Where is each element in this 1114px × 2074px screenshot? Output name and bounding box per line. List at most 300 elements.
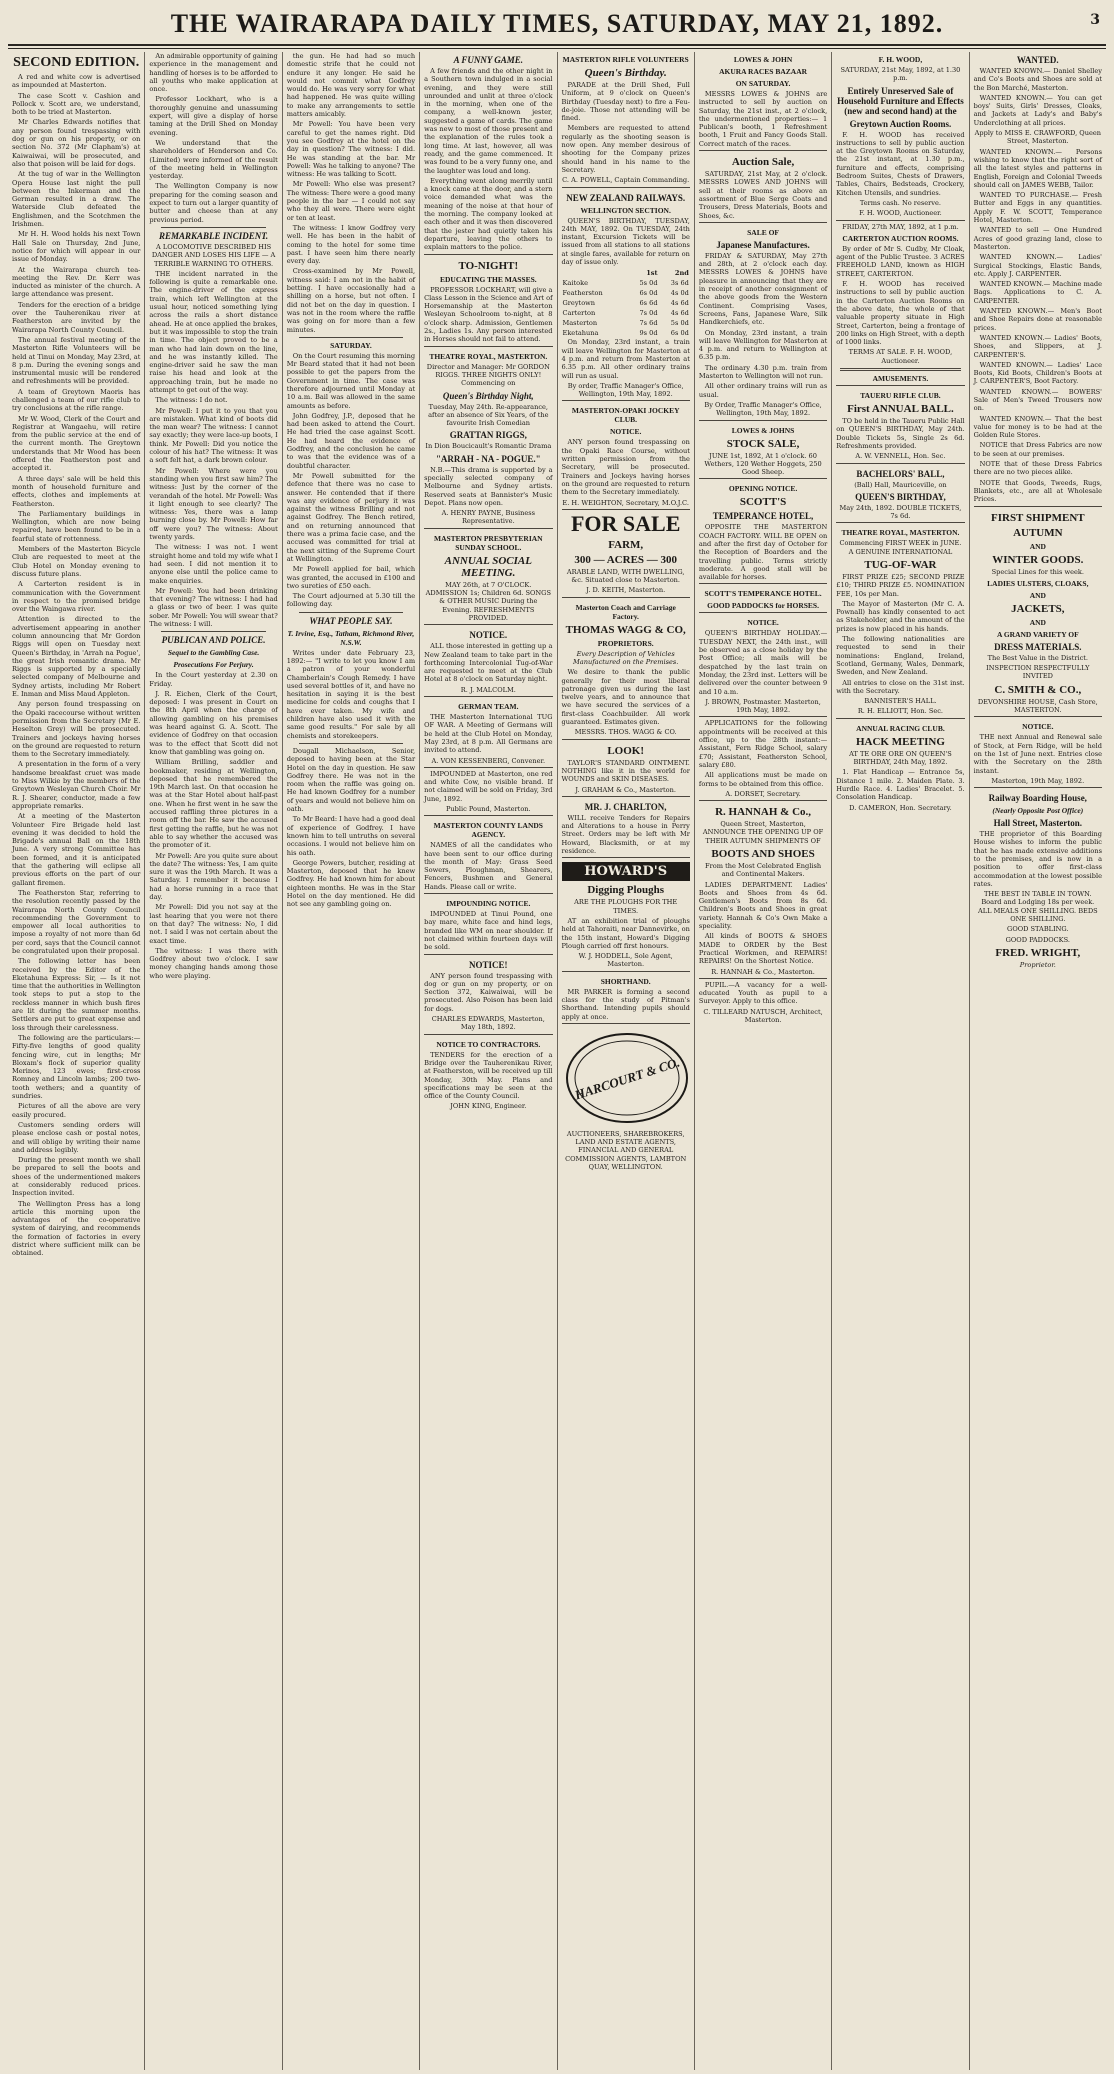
harcourt-seal-icon bbox=[562, 1030, 692, 1126]
ad-text: FRIDAY & SATURDAY, May 27th and 28th, at 2 o'clock each day. MESSRS LOWES & JOHNS have pleasure in announcing that they are in receipt of another consignment of the above goods from the Western Continent. Comprising Vases, Screens, Fans, Japanese Ware, Silk Handkerchiefs, etc. bbox=[698, 251, 828, 327]
ad-heading: Japanese Manufactures. bbox=[716, 239, 810, 250]
ad-text: NAMES of all the candidates who have been sent to our office during the month of May: Grass Seed Sowers, Ploughman, Shearers, Fencers, Bushmen and General Hands. Please call or write. bbox=[424, 841, 553, 891]
ad-text: On Monday, 23rd instant, a train will leave Wellington for Masterton at 4 p.m. and return from Masterton at 6.35 p.m. All other ordinary trains will run as usual. bbox=[561, 338, 690, 380]
news-item: Professor Lockhart, who is a thoroughly genuine and unassuming expert, will give a display of horse taming at the Drill Shed on Monday evening. bbox=[149, 95, 278, 137]
news-item: The following letter has been received by the Editor of the Eketahuna Express: Sir, — Is it not time that the authorities in Wellington took steps to put a stop to the reckless manner in which bush fires are lit during the summer months. Settlers are put to great expense and loss through their carelessness. bbox=[12, 957, 141, 1032]
news-item: Mr H. H. Wood holds his next Town Hall Sale on Thursday, 2nd June, notice for which will appear in our issue of Monday. bbox=[12, 230, 141, 264]
ad-text: AUCTIONEERS, SHAREBROKERS, LAND AND ESTATE AGENTS, FINANCIAL AND GENERAL COMMISSION AGENTS, LAMBTON QUAY, WELLINGTON. bbox=[565, 1129, 687, 1172]
ad-heading: FARM, bbox=[608, 538, 644, 551]
advertisement bbox=[424, 954, 552, 1032]
article-text: In the Court yesterday at 2.30 on Friday. bbox=[149, 671, 278, 688]
fares-row bbox=[562, 318, 690, 328]
ad-text: WANTED KNOWN.— Men's Boot and Shoe Repairs done at reasonable prices. bbox=[973, 307, 1102, 332]
ad-heading: GERMAN TEAM. bbox=[458, 702, 519, 712]
article-text: the gun. He had had so much domestic strife that he could not endure it any longer. He said he would not commit what Godfrey would do. He was very sorry for what had happened. He was quite willing to make any arrangements to settle matters amicably. bbox=[286, 52, 416, 119]
fares-row bbox=[562, 298, 690, 308]
ad-heading: MASTERTON RIFLE VOLUNTEERS bbox=[562, 55, 689, 64]
news-item: Mr W. Wood, Clerk of the Court and Registrar at Wangaehu, will retire from the public service at the end of the current month. The Greytown understands that Mr Wood has been offered the Featherston post and accepted it. bbox=[12, 414, 141, 473]
advertisement bbox=[562, 971, 690, 1021]
divider bbox=[299, 743, 403, 744]
ad-heading: NEW ZEALAND RAILWAYS. bbox=[566, 192, 686, 203]
ad-text: Apply to MISS E. CRAWFORD, Queen Street, Masterton. bbox=[974, 129, 1102, 146]
ad-heading: MR. J. CHARLTON, bbox=[584, 801, 667, 812]
ad-heading: LOWES & JOHNS bbox=[731, 425, 795, 435]
ad-heading: TUG-OF-WAR bbox=[864, 558, 937, 571]
news-item: Customers sending orders will please enclose cash or postal notes, and will oblige by writing their name and address legibly. bbox=[12, 1120, 141, 1154]
advertisement bbox=[699, 716, 827, 798]
fares-price: 7s 0d bbox=[639, 309, 658, 318]
fares-price: 4s 6d bbox=[670, 309, 689, 318]
ad-heading: LADIES ULSTERS, CLOAKS, bbox=[987, 578, 1089, 588]
ad-text: INSPECTION RESPECTFULLY INVITED bbox=[986, 664, 1090, 681]
fares-price: 1st bbox=[646, 269, 658, 278]
ad-heading: A GRAND VARIETY OF bbox=[996, 629, 1079, 639]
advertisement bbox=[699, 150, 827, 220]
advertisement bbox=[424, 893, 552, 951]
ad-text: MR PARKER is forming a second class for the study of Pitman's Shorthand. Intending pupils should apply at once. bbox=[561, 987, 690, 1021]
news-item: A red and white cow is advertised as impounded at Masterton. bbox=[12, 73, 141, 90]
advertisement bbox=[836, 522, 964, 715]
ad-heading: HACK MEETING bbox=[855, 735, 945, 748]
ad-text: TENDERS for the erection of a Bridge over the Tauherenikau River, at Featherston, will be received up till Monday, 30th May. Plans and specifications may be seen at the office of the County Council. bbox=[424, 1050, 553, 1101]
section-heading: SATURDAY. bbox=[330, 340, 372, 350]
advertisement bbox=[562, 796, 690, 855]
ad-text: J. GRAHAM & Co., Masterton. bbox=[575, 785, 676, 794]
ad-text: All kinds of BOOTS & SHOES MADE to ORDER by the Best Practical Workmen, and REPAIRS! REPAIRS! On the Shortest Notice. bbox=[698, 932, 828, 966]
masthead-rule bbox=[8, 44, 1106, 46]
column-4 bbox=[419, 52, 556, 2070]
ad-heading: SHORTHAND. bbox=[600, 976, 651, 986]
advertisement bbox=[424, 815, 552, 891]
masthead-title: THE WAIRARAPA DAILY TIMES, SATURDAY, MAY 21, 1892. bbox=[170, 9, 944, 38]
ad-text: Commencing FIRST WEEK in JUNE. A GENUINE INTERNATIONAL bbox=[839, 539, 962, 556]
ad-subheading: PROPRIETORS. bbox=[597, 638, 654, 648]
ad-text: WANTED KNOWN.— Ladies' Lace Boots, Kid Boots, Children's Boots at J. CARPENTER'S, Boot Factory. bbox=[973, 360, 1102, 386]
ad-heading: WINTER GOODS. bbox=[992, 553, 1084, 566]
ad-text: J. D. KEITH, Masterton. bbox=[586, 586, 666, 595]
ad-text: WANTED KNOWN.— BOWERS' Sale of Men's Tweed Trousers now on. bbox=[973, 387, 1102, 413]
advertisement bbox=[424, 528, 552, 622]
article-text: The witness: I was not. I went straight home and told my wife what I had seen. I did not mention it to anyone else until the police came to make enquiries. bbox=[149, 543, 278, 585]
ad-text: PARADE at the Drill Shed, Full Uniform, at 9 o'clock on Queen's Birthday (Tuesday next) to fire a Feu-de-joie. Those not attending will be fined. bbox=[561, 81, 690, 123]
advertisement bbox=[562, 1023, 690, 1171]
divider bbox=[299, 337, 403, 338]
article-text: On the Court resuming this morning Mr Beard stated that it had not been possible to get the papers from the Government in time. The case was therefore adjourned until Monday at 10 a.m. Bail was allowed in the same amounts as before. bbox=[286, 351, 416, 410]
article-text: The Court adjourned at 5.30 till the following day. bbox=[286, 592, 416, 609]
news-item: Attention is directed to the advertisement appearing in another column announcing that Mr Gordon Riggs will open on Tuesday next Queen's Birthday, in 'Arrah na Pogue', the great Irish romantic drama. Mr Riggs is supported by a specially selected company of Melbourne and Sydney artists, including Mr Robert E. Inman and Miss Maud Appleton. bbox=[12, 615, 141, 699]
article-text: THE incident narrated in the following is quite a remarkable one. The engine-driver of the express train, which left Wellington at the usual hour, noticed something lying across the rails a short distance ahead. He at once applied the brakes, but it was impossible to stop the train in time. The object proved to be a man who had lain down on the line, and he was instantly killed. The engine-driver said he saw the man raise his head and look at the approaching train, but he made no attempt to get out of the way. bbox=[149, 269, 278, 394]
ad-text: ARE THE PLOUGHS FOR THE TIMES. bbox=[574, 898, 678, 915]
advertisement bbox=[699, 478, 827, 581]
ad-text: APPLICATIONS for the following appointments will be received at this office, up to the 28th instant:— Assistant, Fern Ridge School, salary £70; Assistant, Featherston School, salary £80. bbox=[698, 719, 828, 769]
ad-text: The following nationalities are requested to send in their nominations: England, Ireland, Scotland, Germany, Wales, Denmark, Sweden, and New Zealand. bbox=[836, 635, 965, 677]
ad-text: SATURDAY, 21st May, at 2 o'clock. MESSRS LOWES AND JOHNS will sell at their rooms as above an assortment of Blue Serge Coats and Trousers, Dress Materials, Boots and Shoes, &c. bbox=[698, 170, 828, 220]
advertisement bbox=[562, 597, 690, 737]
ad-heading: NOTICE. bbox=[1022, 722, 1054, 732]
ad-text: Terms cash. No reserve. bbox=[859, 198, 942, 207]
article-text: Cross-examined by Mr Powell, witness said: I am not in the habit of betting. I have occasionally had a shilling on a horse, but not often. I did not bet on the day in question. I was not in the room where the raffle was going on for more than a few minutes. bbox=[286, 267, 416, 334]
ad-text: WANTED TO PURCHASE.— Fresh Butter and Eggs in any quantities. Apply F. W. SCOTT, Temperance Hotel, Masterton. bbox=[973, 191, 1102, 225]
fares-station: Greytown bbox=[562, 299, 596, 308]
ad-heading: LOWES & JOHN bbox=[733, 55, 793, 64]
ad-text: FIRST PRIZE £25; SECOND PRIZE £10; THIRD PRIZE £5. NOMINATION FEE, 10s per Man. bbox=[836, 572, 965, 598]
fares-table bbox=[562, 268, 690, 338]
news-item: At a meeting of the Masterton Volunteer Fire Brigade held last evening it was decided to hold the Brigade's annual Ball on the 18th June. A very strong Committee has been formed, and it is anticipated that the gathering will eclipse all previous efforts on the part of our gallant firemen. bbox=[12, 812, 141, 887]
ad-heading: First ANNUAL BALL. bbox=[847, 403, 954, 416]
article-text: The witness: I know Godfrey very well. He has been in the habit of coming to the hotel for some time past. I have seen him there nearly every day. bbox=[286, 223, 416, 266]
ad-text: TERMS AT SALE. F. H. WOOD, Auctioneer. bbox=[848, 348, 953, 365]
ad-text: GOOD PADDOCKS. bbox=[1005, 935, 1070, 944]
ad-text: NOTICE that Dress Fabrics are now to be seen at our premises. bbox=[973, 441, 1102, 458]
article-heading: WHAT PEOPLE SAY. bbox=[309, 615, 393, 626]
article-text: Dougall Michaelson, Senior, deposed to having been at the Star Hotel on the day in question. He saw Godfrey there. He was not in the room when the raffle was going on. He had known Godfrey for a number of years and would not believe him on oath. bbox=[286, 746, 416, 814]
ad-text: MESSRS LOWES & JOHNS are instructed to sell by auction on Saturday, the 21st inst., at 2 o'clock, the undermentioned properties:— 1 Publican's booth, 1 Refreshment booth, 1 Fruit and Fancy Goods Stall. Correct match of the races. bbox=[698, 90, 828, 148]
news-item: The Wellington Company is now preparing for the coming season and expect to turn out a larger quantity of butter and cheese than at any previous period. bbox=[149, 182, 278, 224]
fares-price: 4s 0d bbox=[670, 289, 689, 298]
ad-heading: QUEEN'S BIRTHDAY, bbox=[855, 491, 946, 502]
article-text: Mr Powell: You had been drinking that evening? The witness: I had had a glass or two of beer. I was quite sober. Mr Powell: You will swear that? The witness: I will. bbox=[149, 586, 278, 628]
article-heading: PUBLICAN AND POLICE. bbox=[161, 635, 266, 646]
ad-text: J. BROWN, Postmaster. Masterton, 19th May, 1892. bbox=[705, 697, 821, 715]
ad-text: TAYLOR'S STANDARD OINTMENT. NOTHING like it in the world for WOUNDS and SKIN DISEASES. bbox=[561, 758, 690, 784]
divider bbox=[161, 631, 265, 632]
article-subheading: T. Irvine, Esq., Tatham, Richmond River, N.S.W. bbox=[287, 628, 415, 647]
ad-text: A. VON KESSENBERG, Convener. bbox=[431, 756, 546, 765]
advertisement bbox=[836, 385, 964, 460]
news-item: The Featherston Star, referring to the resolution recently passed by the Wairarapa North County Council recommending the Government to empower all local authorities to impose a royalty of not more than 6d per cord, says that the Council cannot be congratulated upon their proposal. bbox=[12, 888, 141, 955]
advertisement bbox=[424, 254, 552, 344]
ad-text: In Dion Boucicault's Romantic Drama bbox=[425, 442, 552, 451]
fares-station: Eketahuna bbox=[562, 329, 599, 338]
fares-station: Carterton bbox=[562, 309, 596, 318]
ad-text: E. H. WEIGHTON, Secretary, M.O.J.C. bbox=[562, 498, 689, 507]
ad-heading: NOTICE. bbox=[469, 630, 508, 641]
news-item: The Wellington Press has a long article this morning upon the advantages of the co-operative system of dairying, and recommends the formation of factories in every district where sufficient milk can be obtained. bbox=[12, 1199, 141, 1258]
ad-text: ANY person found trespassing on the Opaki Race Course, without written permission from the Secretary, will be prosecuted. Trainers and Jockeys having horses on the ground are requested to return them to the Secretary immediately. bbox=[561, 438, 690, 497]
news-item: Any person found trespassing on the Opaki racecourse without written permission from the Secretary (Mr E. Heselton Grey) will be prosecuted. Trainers and jockeys having horses on the ground are requested to return them to the Secretary immediately. bbox=[12, 700, 141, 759]
fares-station: Featherston bbox=[562, 289, 603, 298]
ad-text: (Ball) Hall, Mauriceville, on bbox=[854, 480, 947, 489]
ad-text: All other ordinary trains will run as usual. bbox=[698, 382, 828, 399]
ad-text: On Monday, 23rd instant, a train will leave Wellington for Masterton at 4 p.m. and return to Wellington at 6.35 p.m. bbox=[698, 328, 828, 362]
ad-text: IMPOUNDED at Masterton, one red and white Cow, no visible brand. If not claimed will be sold on Friday, 3rd June, 1892. bbox=[424, 769, 553, 803]
article-subheading: Sequel to the Gambling Case. bbox=[167, 648, 260, 658]
fares-price: 5s 0d bbox=[639, 279, 658, 288]
article-text: A few friends and the other night in a Southern town indulged in a social evening, and they were still unrounded and unlit at three o'clock in the morning, when one of the company, a well-known jester, suggested a game of cards. The game was new to most of those present and the explanation of the rules took a long time. At last, however, all was ready, and the game commenced. It was found to be a very funny one, and the laughter was loud and long. bbox=[424, 67, 553, 175]
ad-text: Director and Manager: Mr GORDON RIGGS. THREE NIGHTS ONLY! Commencing on bbox=[426, 362, 550, 388]
ad-subheading: EDUCATING THE MASSES. bbox=[440, 274, 537, 284]
columns bbox=[8, 52, 1106, 2070]
ad-text: By order of Mr S. Cudby, Mr Cloak, agent of the Public Trustee. 3 ACRES FREEHOLD LAND, known as HIGH STREET, CARTERTON. bbox=[836, 244, 965, 278]
divider bbox=[299, 612, 403, 613]
ad-text: From the Most Celebrated English and Continental Makers. bbox=[705, 862, 822, 879]
article-subheading: Prosecutions For Perjury. bbox=[173, 660, 254, 670]
article-text: To Mr Beard: I have had a good deal of experience of Godfrey. I have known him to tell untruths on several occasions. I would not believe him on his oath. bbox=[286, 815, 416, 857]
ad-heading: TAUERU RIFLE CLUB. bbox=[860, 391, 941, 401]
advertisement bbox=[836, 718, 964, 812]
ad-text: NOTE that Goods, Tweeds, Rugs, Blankets, etc., are all at Wholesale Prices. bbox=[973, 478, 1102, 504]
ad-text: MESSRS. THOS. WAGG & CO. bbox=[574, 728, 677, 737]
advertisement bbox=[974, 787, 1102, 969]
news-item: A three days' sale will be held this month of household furniture and effects, clothes and implements at Featherston. bbox=[12, 474, 141, 508]
ad-heading: JACKETS, bbox=[1011, 602, 1065, 615]
advertisement bbox=[562, 509, 690, 595]
ad-text: By Order, Traffic Manager's Office, Wellington, 19th May, 1892. bbox=[704, 400, 822, 418]
news-item: An admirable opportunity of gaining experience in the management and handling of horses is to be afforded to all youths who make application at once. bbox=[149, 52, 278, 94]
ad-heading: BOOTS AND SHOES bbox=[711, 848, 815, 860]
ad-text: QUEEN'S BIRTHDAY HOLIDAY.— TUESDAY NEXT, the 24th inst., will be observed as a close holiday by the Post Office; all mails will be despatched by the last train on Monday, the 23rd inst. Letters will be delivered over the counter between 9 and 10 a.m. bbox=[698, 629, 828, 696]
double-divider bbox=[840, 368, 960, 371]
ad-text: WILL receive Tenders for Repairs and Alterations to a house in Perry Street. Orders may be left with Mr Howard, Blacksmith, or at my residence. bbox=[561, 813, 690, 856]
fares-price: 2nd bbox=[674, 269, 689, 278]
ad-text: C. A. POWELL, Captain Commanding. bbox=[562, 176, 690, 185]
news-item: The Parliamentary buildings in Wellington, which are now being repaired, have been found to be in a fearful state of rottenness. bbox=[12, 509, 141, 543]
advertisement bbox=[836, 220, 964, 365]
fares-price: 5s 0d bbox=[670, 319, 689, 328]
ad-text: CHARLES EDWARDS, Masterton, May 18th, 1892. bbox=[431, 1015, 545, 1032]
column-2 bbox=[144, 52, 281, 2070]
ad-heading: GRATTAN RIGGS, bbox=[449, 430, 527, 441]
ad-text: TO be held in the Taueru Public Hall on QUEEN'S BIRTHDAY, May 24th. Double Tickets 5s, Single 2s 6d. Refreshments provided. bbox=[836, 417, 965, 450]
news-item: During the present month we shall be prepared to sell the boots and shoes of the undermentioned makers at considerably reduced prices. Inspection invited. bbox=[12, 1156, 141, 1198]
news-item: A presentation in the form of a very handsome breakfast cruet was made to Miss Wilkie by the members of the Greytown Wesleyan Church Choir. Mr R. J. Shearer, conductor, made a few appropriate remarks. bbox=[12, 760, 141, 810]
section-heading: AMUSEMENTS. bbox=[872, 374, 929, 384]
column-7 bbox=[831, 52, 968, 2070]
page-number: 3 bbox=[1090, 12, 1100, 28]
ad-heading: Auction Sale, bbox=[731, 156, 795, 169]
ad-text: PROFESSOR LOCKHART, will give a Class Lesson in the Science and Art of Horsemanship at the Masterton Wesleyan Schoolroom to-night, at 8 o'clock sharp. Admission, Gentlemen 2s., Ladies 1s. Any person interested in Horses should not fail to attend. bbox=[424, 285, 553, 344]
ad-text: WANTED KNOWN.— Machine made Bags. Applications to C. A. CARPENTER. bbox=[973, 280, 1102, 305]
article-text: The witness: I do not. bbox=[155, 396, 228, 405]
ad-text: N.B.—This drama is supported by a specially selected company of Melbourne and Sydney artists. Reserved seats at Bannister's Music Depot. Plans now open. bbox=[424, 465, 553, 507]
masthead-rule-thin bbox=[8, 48, 1106, 49]
ad-text: Tuesday, May 24th. Re-appearance, after an absence of Six Years, of the favourite Irish Comedian bbox=[428, 402, 549, 428]
ad-text: BANNISTER'S HALL. bbox=[864, 697, 937, 706]
ad-text: WANTED KNOWN.— Ladies' Surgical Stockings, Elastic Bands, etc. Apply J. CARPENTER. bbox=[973, 253, 1102, 278]
ad-heading: NOTICE! bbox=[469, 959, 508, 970]
article-text: Mr Powell submitted for the defence that there was no case to answer. He contended that if there was any evidence of perjury it was against the witness Brilling and not against Godfrey. The Bench retired, and on returning announced that there was a prima facie case, and the accused was committed for trial at the next sitting of the Supreme Court at Wellington. bbox=[286, 471, 416, 563]
column-1 bbox=[8, 52, 144, 2070]
ad-text: All entries to close on the 31st inst. with the Secretary. bbox=[836, 678, 965, 695]
ad-heading: TEMPERANCE HOTEL, bbox=[712, 511, 814, 522]
ad-heading: ANNUAL RACING CLUB. bbox=[856, 723, 945, 733]
ad-heading: AUTUMN bbox=[1013, 526, 1063, 539]
fares-price: 6s 0d bbox=[670, 329, 689, 338]
ad-text: C. TILLEARD NATUSCH, Architect, Masterton. bbox=[703, 1007, 823, 1025]
fares-row bbox=[562, 328, 690, 338]
news-item: A Carterton resident is in communication with the Government in respect to the promised bridge over the Waingawa river. bbox=[12, 580, 141, 614]
ad-heading: MASTERTON-OPAKI JOCKEY CLUB. bbox=[571, 406, 680, 425]
article-text: Mr Powell: Where were you standing when you first saw him? The witness: Just by the corner of the verandah of the hotel. Mr Powell: Was it light enough to see clearly? The witness: Yes, there was a lamp burning close by. Mr Powell: How far off were you? The witness: About twenty yards. bbox=[149, 466, 278, 542]
ad-text: THE Masterton International TUG OF WAR. A Meeting of Germans will be held at the Club Hotel on Monday, May 23rd, at 8 p.m. All Germans are invited to attend. bbox=[424, 713, 553, 755]
article-text: Mr Powell: I put it to you that you are mistaken. What kind of boots did the man wear? The witness: I cannot say exactly; they were lace-up boots, I think. Mr Powell: Did you notice the colour of his hat? The witness: It was a soft felt hat, a dark brown colour. bbox=[149, 406, 278, 465]
fares-price: 7s 6d bbox=[639, 319, 658, 328]
ad-text: JOHN KING, Engineer. bbox=[450, 1102, 527, 1111]
ad-heading: Entirely Unreserved Sale of Household Furniture and Effects (new and second hand) at the bbox=[837, 85, 964, 116]
advertisement bbox=[699, 978, 827, 1024]
ad-text: ALL those interested in getting up a New Zealand team to take part in the forthcoming Intercolonial Tug-of-War are requested to meet at the Club Hotel at 8 o'clock on Saturday night. bbox=[424, 642, 553, 684]
ad-text: A. W. VENNELL, Hon. Sec. bbox=[855, 452, 946, 461]
masthead bbox=[8, 4, 1106, 44]
ad-text: WANTED KNOWN.— That the best value for money is to be had at the Golden Rule Stores. bbox=[973, 414, 1102, 440]
news-item: Pictures of all the above are very easily procured. bbox=[12, 1102, 141, 1119]
fares-row bbox=[562, 308, 690, 318]
ad-heading: IMPOUNDING NOTICE. bbox=[446, 899, 531, 909]
news-item: The following are the particulars:— Fifty-five lengths of good quality fencing wire, cut in lengths; Mr Bloxam's flock of superior quality Merinos, 123 ewes; first-cross Romney and Lincoln lambs; 200 two-tooth wethers; and a quantity of sundries. bbox=[12, 1033, 141, 1101]
news-item: Members of the Masterton Bicycle Club are requested to meet at the Club Hotel on Monday evening to discuss future plans. bbox=[12, 545, 141, 578]
advertisement bbox=[699, 222, 827, 418]
ad-text: A. HENRY PAYNE, Business Representative. bbox=[441, 509, 536, 526]
ad-text: Every Description of Vehicles Manufactured on the Premises. bbox=[573, 649, 679, 666]
divider bbox=[161, 227, 265, 228]
ad-heading: Digging Ploughs bbox=[587, 884, 665, 897]
fares-station bbox=[562, 268, 628, 278]
fares-price: 4s 6d bbox=[670, 299, 689, 308]
ad-text: OPPOSITE THE MASTERTON COACH FACTORY. WILL BE OPEN on and after the first day of October for the Reception of Boarders and the travelling public. Terms strictly moderate. A good stall will be available for horses. bbox=[698, 523, 828, 582]
ad-text: By order, Traffic Manager's Office, Wellington, 19th May, 1892. bbox=[567, 381, 684, 399]
ad-text: R. HANNAH & Co., Masterton. bbox=[711, 967, 815, 976]
ad-heading: Masterton Coach and Carriage Factory. bbox=[575, 602, 676, 621]
ad-text: SATURDAY, 21st May, 1892, at 1.30 p.m. bbox=[840, 66, 961, 83]
article-text: J. R. Eichen, Clerk of the Court, deposed: I was present in Court on the 8th April when the charge of allowing gambling on his premises was heard against G. A. Scott. The evidence of Godfrey on that occasion was to the effect that Scott did not know that gambling was going on. bbox=[149, 689, 278, 756]
fares-station: Kaitoke bbox=[562, 279, 588, 288]
fares-station: Masterton bbox=[562, 319, 598, 328]
fares-price: 3s 6d bbox=[670, 279, 689, 288]
ad-heading: OPENING NOTICE. bbox=[728, 484, 798, 494]
advertisement bbox=[974, 506, 1102, 715]
advertisement bbox=[424, 767, 552, 813]
ad-text: A. DORSET, Secretary. bbox=[725, 789, 801, 798]
ad-heading: TO-NIGHT! bbox=[458, 259, 519, 272]
ad-text: R. H. ELLIOTT, Hon. Sec. bbox=[857, 707, 944, 716]
news-item: The case Scott v. Cashion and Pollock v. Scott are, we understand, both to be tried at Masterton. bbox=[12, 91, 141, 117]
ad-heading: DRESS MATERIALS. bbox=[994, 641, 1082, 652]
ad-heading: R. HANNAH & Co., bbox=[715, 806, 812, 819]
column-8 bbox=[969, 52, 1106, 2070]
column-3 bbox=[282, 52, 419, 2070]
ad-text: FRIDAY, 27th MAY, 1892, at 1 p.m. bbox=[842, 222, 959, 231]
ad-text: F. H. WOOD has received instructions to sell by public auction in the Carterton Auction Rooms on the above date, the whole of that valuable property situate in High Street, Carterton, being a frontage of 200 links on High Street, with a depth of 1000 links. bbox=[836, 280, 965, 347]
ad-heading: FRED. WRIGHT, bbox=[995, 946, 1081, 959]
ad-text: Proprietor. bbox=[1019, 960, 1056, 969]
ad-text: PUPIL.—A vacancy for a well-educated Youth as pupil to a Surveyor. Apply to this office. bbox=[698, 980, 828, 1006]
ad-text: MAY 26th, at 7 O'CLOCK. ADMISSION 1s; Children 6d. SONGS & OTHER MUSIC During the Evening. REFRESHMENTS PROVIDED. bbox=[425, 580, 551, 622]
ad-heading: Railway Boarding House, bbox=[988, 793, 1087, 804]
article-text: Writes under date February 23, 1892:— "I write to let you know I am a patron of your wonderful Chamberlain's Cough Remedy. I have used several bottles of it, and have no hesitation in saying it is the best medicine for colds and coughs that I have ever taken. My wife and children have also used it with the same good results." For sale by all chemists and storekeepers. bbox=[286, 648, 416, 740]
ad-heading: Greytown Auction Rooms. bbox=[849, 118, 952, 129]
ad-text: GOOD STABLING. bbox=[1007, 925, 1069, 934]
news-item: Tenders for the erection of a bridge over the Tauherenikau river at Featherston are invited by the Wairarapa North County Council. bbox=[12, 300, 141, 334]
article-text: Mr Powell: You have been very careful to get the names right. Did you see Godfrey at the hotel on the day in question? The witness: I did. He was standing at the bar. Mr Powell: Was he talking to anyone? The witness: He was talking to Scott. bbox=[286, 120, 416, 179]
ad-text: THE next Annual and Renewal sale of Stock, at Fern Ridge, will be held on the 1st of June next. Entries close with the Secretary on the 28th instant. bbox=[973, 733, 1102, 775]
advertisement bbox=[974, 716, 1102, 785]
ad-heading: FOR SALE bbox=[570, 510, 681, 536]
ad-heading: AND bbox=[1029, 541, 1046, 551]
article-text: George Powers, butcher, residing at Masterton, deposed that he knew Godfrey. He had known him for about eighteen months. He was in the Star Hotel on the day mentioned. He did not see any gambling going on. bbox=[286, 858, 416, 909]
ad-text: AT an exhibition trial of ploughs held at Tahoraiti, near Dannevirke, on the 15th instant, Howard's Digging Plough carried off first honours. bbox=[561, 916, 690, 950]
ad-heading: AND bbox=[1029, 617, 1046, 627]
article-text: Everything went along merrily until a knock came at the door, and a stern voice demanded what was the meaning of the noise at that hour of the morning. The company looked at each other and it was then discovered that the jester had quietly taken his departure, leaving the others to explain matters to the police. bbox=[424, 176, 553, 252]
ad-text: Public Pound, Masterton. bbox=[445, 805, 531, 813]
ad-subheading: NOTICE. bbox=[609, 427, 642, 437]
news-item: A team of Greytown Maoris has challenged a team of our rifle club to try conclusions at the rifle range. bbox=[12, 387, 141, 413]
advertisement bbox=[699, 800, 827, 976]
ad-text: D. CAMERON, Hon. Secretary. bbox=[849, 803, 952, 812]
ad-text: QUEEN'S BIRTHDAY, TUESDAY, 24th MAY, 1892. On TUESDAY, 24th instant, Excursion Tickets will be issued from all stations to all stations at single fares, available for return on day of issue only. bbox=[561, 216, 690, 267]
ad-text: W. J. HODDELL, Sole Agent, Masterton. bbox=[578, 952, 673, 969]
ad-heading: SCOTT'S TEMPERANCE HOTEL. bbox=[704, 589, 822, 599]
ad-text: 1. Flat Handicap — Entrance 5s, Distance 1 mile. 2. Maiden Plate. 3. Hurdle Race. 4. Ladies' Bracelet. 5. Consolation Handicap. bbox=[836, 768, 965, 802]
article-text: Mr Powell: Who else was present? The witness: There were a good many people in the bar — I could not say who they all were. There were eight or ten at least. bbox=[286, 180, 416, 222]
ad-text: WANTED KNOWN.— Ladies' Boots, Shoes, and Slippers, at J. CARPENTER'S. bbox=[973, 333, 1102, 359]
advertisement bbox=[699, 420, 827, 477]
advertisement bbox=[562, 857, 690, 968]
article-text: Mr Powell: Are you quite sure about the date? The witness: Yes, I am quite sure it was the 19th March. It was a Saturday. I remember it because I had a horse running in a race that day. bbox=[149, 851, 278, 902]
advertisement bbox=[424, 624, 552, 694]
ad-text: R. J. MALCOLM. bbox=[460, 685, 516, 694]
ad-text: The Best Value in the District. bbox=[987, 653, 1089, 662]
ad-text: Special Lines for this week. bbox=[991, 567, 1084, 576]
advertisement bbox=[562, 187, 690, 399]
news-item: At the Wairarapa church tea-meeting the Rev. Dr. Kerr was inducted as minister of the church. A large attendance was present. bbox=[12, 265, 141, 299]
ad-text: THE proprietor of this Boarding House wishes to inform the public that he has made extensive additions to the premises, and is now in a position to offer first-class accommodation at the lowest possible rates. bbox=[973, 830, 1102, 888]
ad-text: F. H. WOOD, Auctioneer. bbox=[859, 209, 942, 218]
fares-price: 6s 6d bbox=[639, 299, 658, 308]
ad-text: F. H. WOOD has received instructions to sell by public auction at the Greytown Rooms on Saturday, the 21st instant, at 1.30 p.m., furniture and effects, comprising Bedroom Suites, Chests of Drawers, Tables, Chairs, Bedsteads, Crockery, Kitchen Utensils, and sundries. bbox=[836, 130, 965, 197]
ad-subheading: AKURA RACES BAZAAR bbox=[719, 67, 808, 76]
ad-text: Queen Street, Masterton, ANNOUNCE THE OPENING UP OF THEIR AUTUMN SHIPMENTS OF bbox=[702, 820, 824, 845]
ad-heading: THEATRE ROYAL, MASTERTON. bbox=[429, 351, 548, 361]
seal-lettering: HARCOURT & CO. bbox=[572, 1054, 682, 1103]
advertisement bbox=[836, 463, 964, 521]
ad-heading: 300 — ACRES — 300 bbox=[574, 553, 678, 566]
advertisement bbox=[424, 1034, 552, 1111]
ad-text: WANTED KNOWN.— Daniel Shelley and Co's Boots and Shoes are sold at the Bon Marché, Masterton. bbox=[973, 67, 1102, 92]
article-subheading: A LOCOMOTIVE DESCRIBED HIS DANGER AND LOSES HIS LIFE — A TERRIBLE WARNING TO OTHERS. bbox=[151, 242, 276, 268]
advertisement bbox=[699, 583, 827, 610]
news-item: We understand that the shareholders of Henderson and Co. (Limited) were informed of the result of the meeting held in Wellington yesterday. bbox=[149, 138, 278, 181]
ad-text: NOTE that of these Dress Fabrics there are no two pieces alike. bbox=[973, 460, 1102, 477]
fares-row bbox=[562, 278, 690, 288]
article-text: William Brilling, saddler and bookmaker, residing at Wellington, deposed that he remembered the 19th March last. On that occasion he was at the Star Hotel about half-past one. When he first went in he saw the accused raffling three pictures in a room off the bar. He saw the accused first getting the raffle, but he was not able to say whether the accused was the promoter of it. bbox=[149, 758, 278, 850]
column-6 bbox=[694, 52, 831, 2070]
ad-heading: MASTERTON PRESBYTERIAN SUNDAY SCHOOL. bbox=[434, 533, 543, 552]
ad-subheading: ON SATURDAY. bbox=[735, 79, 791, 88]
article-text: Mr Powell applied for bail, which was granted, the accused in £100 and two sureties of £50 each. bbox=[286, 565, 416, 590]
ad-heading: NOTICE TO CONTRACTORS. bbox=[436, 1039, 541, 1049]
ad-heading: THEATRE ROYAL, MASTERTON. bbox=[841, 528, 960, 538]
ad-heading: GOOD PADDOCKS for HORSES. bbox=[707, 601, 819, 611]
ad-text: Masterton, 19th May, 1892. bbox=[991, 776, 1085, 785]
ad-text: DEVONSHIRE HOUSE, Cash Store, MASTERTON. bbox=[977, 697, 1098, 715]
article-text: John Godfrey, J.P., deposed that he had been asked to attend the Court. He had tried the case against Scott. He had heard the evidence of Godfrey, and the conclusion he came to was that the evidence was of a doubtful character. bbox=[286, 411, 416, 470]
ad-heading: "ARRAH - NA - POGUE." bbox=[435, 453, 541, 464]
ad-text: May 24th, 1892. DOUBLE TICKETS, 7s 6d. bbox=[839, 503, 962, 521]
advertisement bbox=[562, 400, 690, 506]
ad-text: WANTED KNOWN.— You can get boys' Suits, Girls' Dresses, Cloaks, and Jackets at Lady's and Baby's Underclothing at all prices. bbox=[973, 93, 1102, 127]
news-item: Mr Charles Edwards notifies that any person found trespassing with dog or gun on his property, or on section No. 372 (Mr Clapham's) at Kaiwaiwai, will be prosecuted, and also that poison will be laid for dogs. bbox=[12, 118, 141, 168]
fares-row bbox=[562, 288, 690, 298]
article-text: The witness: I was there with Godfrey about two o'clock. I saw money changing hands among those who were playing. bbox=[149, 946, 278, 980]
ad-text: The ordinary 4.30 p.m. train from Masterton to Wellington will not run. bbox=[698, 363, 828, 381]
fares-price: 6s 0d bbox=[639, 289, 658, 298]
ad-text: The Mayor of Masterton (Mr C. A. Pownall) has kindly consented to act as Stakeholder, and the amount of the prizes is now placed in his hands. bbox=[836, 599, 965, 633]
ad-text: THE BEST IN TABLE IN TOWN. Board and Lodging 18s per week. ALL MEALS ONE SHILLING. BEDS ONE SHILLING. bbox=[977, 890, 1098, 924]
fares-row bbox=[562, 268, 690, 278]
section-heading: WANTED. bbox=[1016, 55, 1059, 65]
article-text: Mr Powell: Did you not say at the last hearing that you were not there on that day? The witness: No, I did not. I said I was not certain about the exact time. bbox=[149, 903, 278, 945]
ad-text: JUNE 1st, 1892, At 1 o'clock. 60 Wethers, 120 Wether Hoggets, 250 Good Sheep. bbox=[704, 451, 822, 477]
